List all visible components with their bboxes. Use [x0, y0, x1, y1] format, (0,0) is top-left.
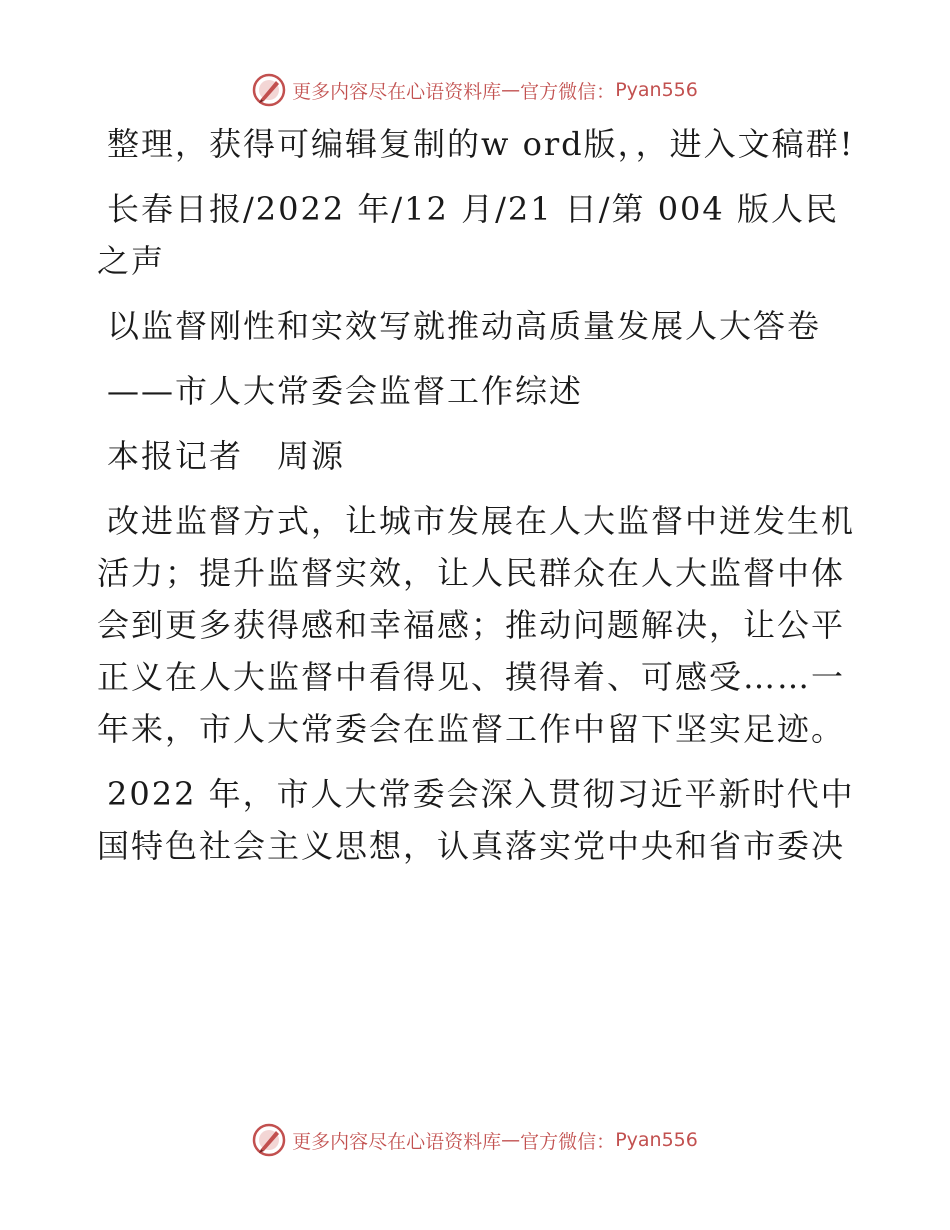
watermark-wechat-id: Pyan556: [615, 1129, 698, 1151]
watermark-wechat-id: Pyan556: [615, 79, 698, 101]
watermark-wechat-label: 官方微信：: [520, 80, 616, 103]
source-line: 长春日报/2022 年/12 月/21 日/第 004 版人民之声: [97, 190, 839, 280]
body-paragraph: 改进监督方式，让城市发展在人大监督中迸发生机活力；提升监督实效，让人民群众在人大监督中体会到更多获得感和幸福感；推动问题解决，让公平正义在人大监督中看得见、摸得着、可感受……一年来，市人大常委会在监督工作中留下坚实足迹。: [97, 502, 856, 748]
watermark-text: 更多内容尽在心语资料库: [292, 1130, 502, 1153]
watermark-wechat-label: 官方微信：: [520, 1130, 616, 1153]
watermark-text: 更多内容尽在心语资料库: [292, 80, 502, 103]
watermark-dash: —: [501, 79, 521, 101]
article-subtitle: ——市人大常委会监督工作综述: [107, 372, 584, 410]
watermark-dash: —: [501, 1129, 521, 1151]
body-paragraph: 2022 年，市人大常委会深入贯彻习近平新时代中国特色社会主义思想，认真落实党中央和省市委决: [97, 775, 855, 865]
document-body: [97, 118, 857, 885]
byline: 本报记者 周源: [107, 437, 346, 475]
pen-logo-icon: [252, 1123, 286, 1157]
pen-logo-icon: [252, 73, 286, 107]
footer-watermark: [0, 1120, 950, 1160]
intro-note: 整理，获得可编辑复制的w ord版，，进入文稿群!: [107, 125, 855, 163]
header-watermark: [0, 70, 950, 110]
article-title: 以监督刚性和实效写就推动高质量发展人大答卷: [107, 307, 822, 345]
